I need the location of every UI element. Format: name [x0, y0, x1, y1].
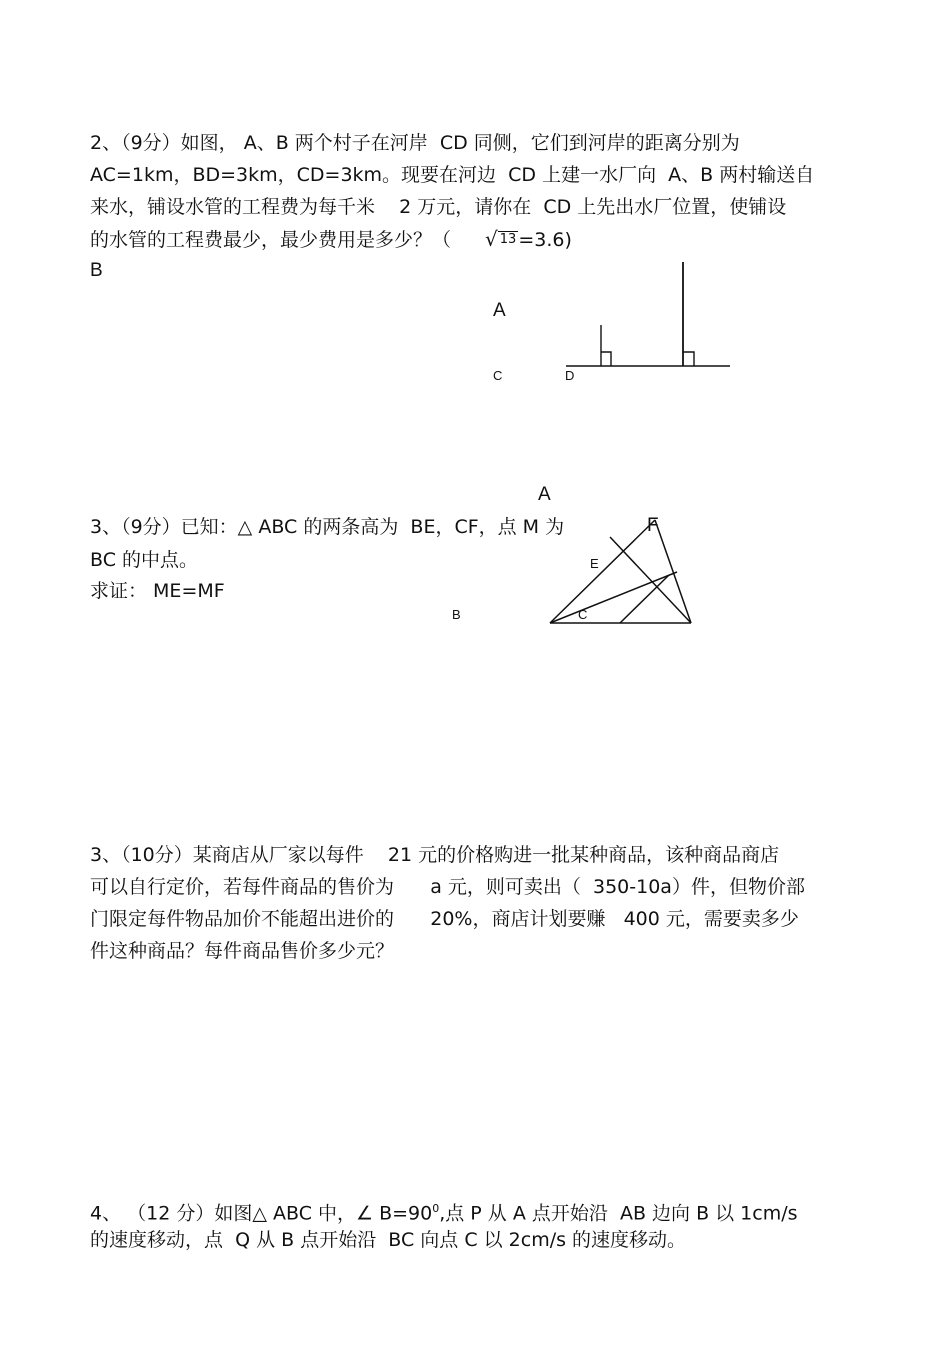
problem-4-line-1-prefix: 4、 （12 分）如图△ ABC 中，∠ B=90: [90, 1202, 433, 1225]
problem-3a-line-3: 求证： ME=MF: [90, 580, 225, 602]
problem-2-line-2: AC=1km，BD=3km，CD=3km。现要在河边 CD 上建一水厂向 A、B 两村输送自: [90, 164, 815, 186]
problem-2-line-1: 2、（9分）如图， A、B 两个村子在河岸 CD 同侧，它们到河岸的距离分别为: [90, 132, 740, 154]
diagram-2-label-f: F: [647, 515, 659, 536]
problem-3b-line-2: 可以自行定价，若每件商品的售价为 a 元，则可卖出（ 350-10a）件，但物价部: [90, 876, 805, 898]
problem-3b-line-1: 3、（10分）某商店从厂家以每件 21 元的价格购进一批某种商品，该种商品商店: [90, 844, 780, 866]
diagram-2-label-e: E: [590, 556, 599, 571]
triangle-diagram: [550, 520, 691, 623]
side-ab: [550, 520, 655, 623]
river-diagram: [566, 262, 730, 366]
sqrt-radicand: 13: [499, 232, 517, 247]
sqrt-symbol: √ 13: [485, 227, 517, 251]
degree-superscript: 0: [432, 1202, 440, 1215]
diagram-2-label-b: B: [452, 607, 461, 622]
problem-2-line-3: 来水，铺设水管的工程费为每千米 2 万元，请你在 CD 上先出水厂位置，使铺设: [90, 196, 787, 218]
diagram-2-label-a: A: [538, 484, 551, 505]
diagram-1-label-b: B: [90, 260, 103, 281]
median-segment: [620, 575, 669, 623]
diagram-2-label-c: C: [578, 607, 588, 622]
problem-2-line-4-prefix: 的水管的工程费最少，最少费用是多少？（: [90, 229, 452, 251]
altitude-be: [550, 572, 677, 623]
problem-4-line-1: [90, 1196, 798, 1226]
right-angle-mark-c: [601, 352, 611, 366]
problem-2-line-4-suffix: =3.6): [518, 229, 572, 251]
problem-3a-line-1: 3、（9分）已知：△ ABC 的两条高为 BE，CF，点 M 为: [90, 516, 565, 538]
problem-4-line-1-suffix: ,点 P 从 A 点开始沿 AB 边向 B 以 1cm/s: [439, 1202, 798, 1225]
diagram-1-label-d: D: [565, 368, 575, 383]
problem-4-line-2: 的速度移动，点 Q 从 B 点开始沿 BC 向点 C 以 2cm/s 的速度移动。: [90, 1229, 687, 1251]
diagram-1-label-a: A: [493, 300, 506, 321]
problem-3b-line-4: 件这种商品？每件商品售价多少元？: [90, 940, 395, 962]
problem-3b-line-3: 门限定每件物品加价不能超出进价的 20%，商店计划要赚 400 元，需要卖多少: [90, 908, 799, 930]
side-ac: [655, 520, 691, 623]
diagram-1-label-c: C: [493, 368, 503, 383]
altitude-cf: [610, 537, 691, 623]
right-angle-mark-d: [683, 352, 694, 366]
problem-3a-line-2: BC 的中点。: [90, 549, 199, 571]
